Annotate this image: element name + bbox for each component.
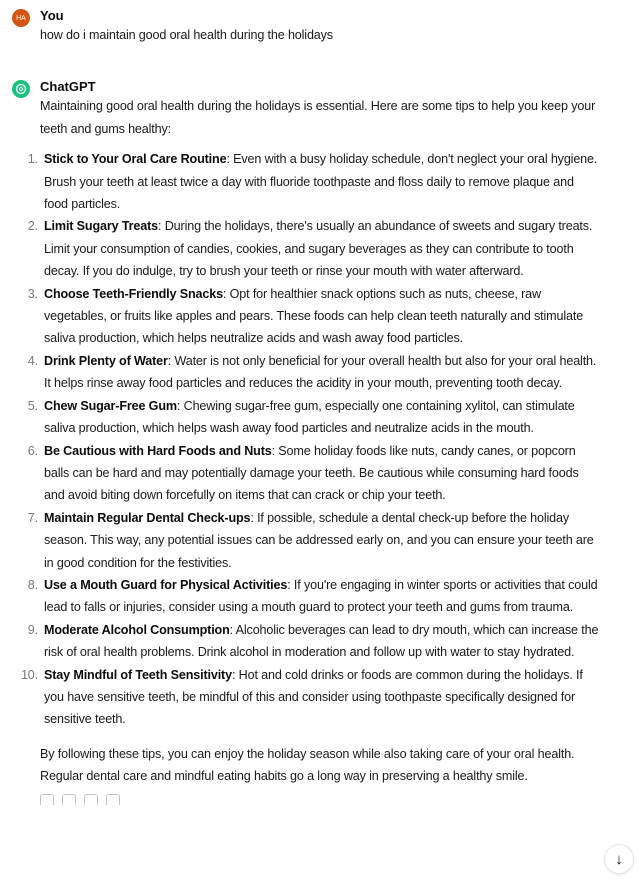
tip-body: : Opt for healthier snack options such as nuts, cheese, raw vegetables, or fruits like apples and pears. These foods can help clean teeth naturally and stimulate saliva production, which helps neutralize acids and wash away food particles.: [44, 286, 584, 346]
tip-body: : Water is not only beneficial for your overall health but also for your oral health. It helps rinse away food particles and reduces the acidity in your mouth, preventing tooth decay.: [44, 353, 597, 391]
tip-title: Maintain Regular Dental Check-ups: [44, 510, 251, 525]
thumbs-up-icon[interactable]: [62, 794, 76, 805]
tip-body: : Even with a busy holiday schedule, don't neglect your oral hygiene. Brush your teeth at least twice a day with fluoride toothpaste and floss daily to remove plaque and food particles.: [44, 152, 598, 212]
tip-number: 3.: [27, 286, 38, 301]
tip-item: [27, 395, 600, 440]
tip-number: 6.: [27, 443, 38, 458]
tip-number: 7.: [27, 510, 38, 525]
tip-item: [20, 664, 600, 731]
tip-title: Choose Teeth-Friendly Snacks: [44, 286, 223, 301]
tip-item: [27, 215, 600, 282]
user-message-text: how do i maintain good oral health during the holidays: [40, 28, 333, 42]
assistant-author-name: ChatGPT: [40, 79, 96, 95]
tip-item: [27, 619, 600, 664]
tip-item: [27, 574, 600, 619]
tip-body: : Some holiday foods like nuts, candy canes, or popcorn balls can be hard and may potentially damage your teeth. Be cautious while consuming hard foods and avoid biting down forcefully on items that can crack or chip your teeth.: [44, 443, 579, 503]
tip-title: Stick to Your Oral Care Routine: [44, 152, 227, 167]
assistant-intro: Maintaining good oral health during the holidays is essential. Here are some tips to help you keep your teeth and gums healthy:: [40, 99, 596, 136]
user-message: [0, 8, 639, 46]
tip-item: [27, 350, 600, 395]
tip-number: 8.: [27, 577, 38, 592]
tip-title: Use a Mouth Guard for Physical Activities: [44, 577, 288, 592]
tip-body: : Chewing sugar-free gum, especially one containing xylitol, can stimulate saliva production, which helps wash away food particles and neutralize acids in the mouth.: [44, 398, 575, 436]
tips-list: [20, 148, 600, 731]
tip-title: Drink Plenty of Water: [44, 353, 168, 368]
tip-title: Limit Sugary Treats: [44, 219, 159, 234]
tip-item: [27, 283, 600, 350]
chatgpt-logo-icon: [12, 80, 30, 98]
assistant-message: [0, 79, 639, 805]
copy-icon[interactable]: [40, 794, 54, 805]
tip-number: 4.: [27, 353, 38, 368]
regenerate-icon[interactable]: [106, 794, 120, 805]
tip-body: : Hot and cold drinks or foods are common during the holidays. If you have sensitive teeth, be mindful of this and consider using toothpaste specifically designed for sensitive teeth.: [44, 667, 583, 727]
tip-title: Chew Sugar-Free Gum: [44, 398, 177, 413]
arrow-down-icon: ↓: [615, 850, 623, 868]
tip-title: Be Cautious with Hard Foods and Nuts: [44, 443, 272, 458]
user-author-name: You: [40, 8, 64, 23]
tip-body: : If you're engaging in winter sports or activities that could lead to falls or injuries, consider using a mouth guard to protect your teeth and gums from trauma.: [44, 577, 598, 615]
tip-body: : If possible, schedule a dental check-up before the holiday season. This way, any potential issues can be addressed early on, and you can ensure your teeth are in good condition for the festivities.: [44, 510, 594, 570]
message-actions: [40, 794, 625, 806]
tip-title: Moderate Alcohol Consumption: [44, 622, 230, 637]
tip-number: 10.: [20, 667, 38, 682]
tip-item: [27, 148, 600, 215]
tip-item: [27, 507, 600, 574]
user-avatar: HA: [12, 9, 30, 27]
tip-body: : During the holidays, there's usually an abundance of sweets and sugary treats. Limit your consumption of candies, cookies, and sugary beverages as they can contribute to tooth decay. If you do indulge, try to brush your teeth or rinse your mouth with water afterward.: [44, 219, 593, 279]
assistant-closing: By following these tips, you can enjoy the holiday season while also taking care of your oral health. Regular dental care and mindful eating habits go a long way in preserving a healthy smile.: [40, 746, 575, 784]
scroll-to-bottom-button[interactable]: [604, 844, 634, 874]
tip-number: 9.: [27, 622, 38, 637]
tip-number: 2.: [27, 219, 38, 234]
tip-number: 1.: [27, 152, 38, 167]
tip-title: Stay Mindful of Teeth Sensitivity: [44, 667, 232, 682]
tip-number: 5.: [27, 398, 38, 413]
tip-body: : Alcoholic beverages can lead to dry mouth, which can increase the risk of oral health problems. Drink alcohol in moderation and follow up with water to stay hydrated.: [44, 622, 599, 660]
thumbs-down-icon[interactable]: [84, 794, 98, 805]
tip-item: [27, 440, 600, 507]
